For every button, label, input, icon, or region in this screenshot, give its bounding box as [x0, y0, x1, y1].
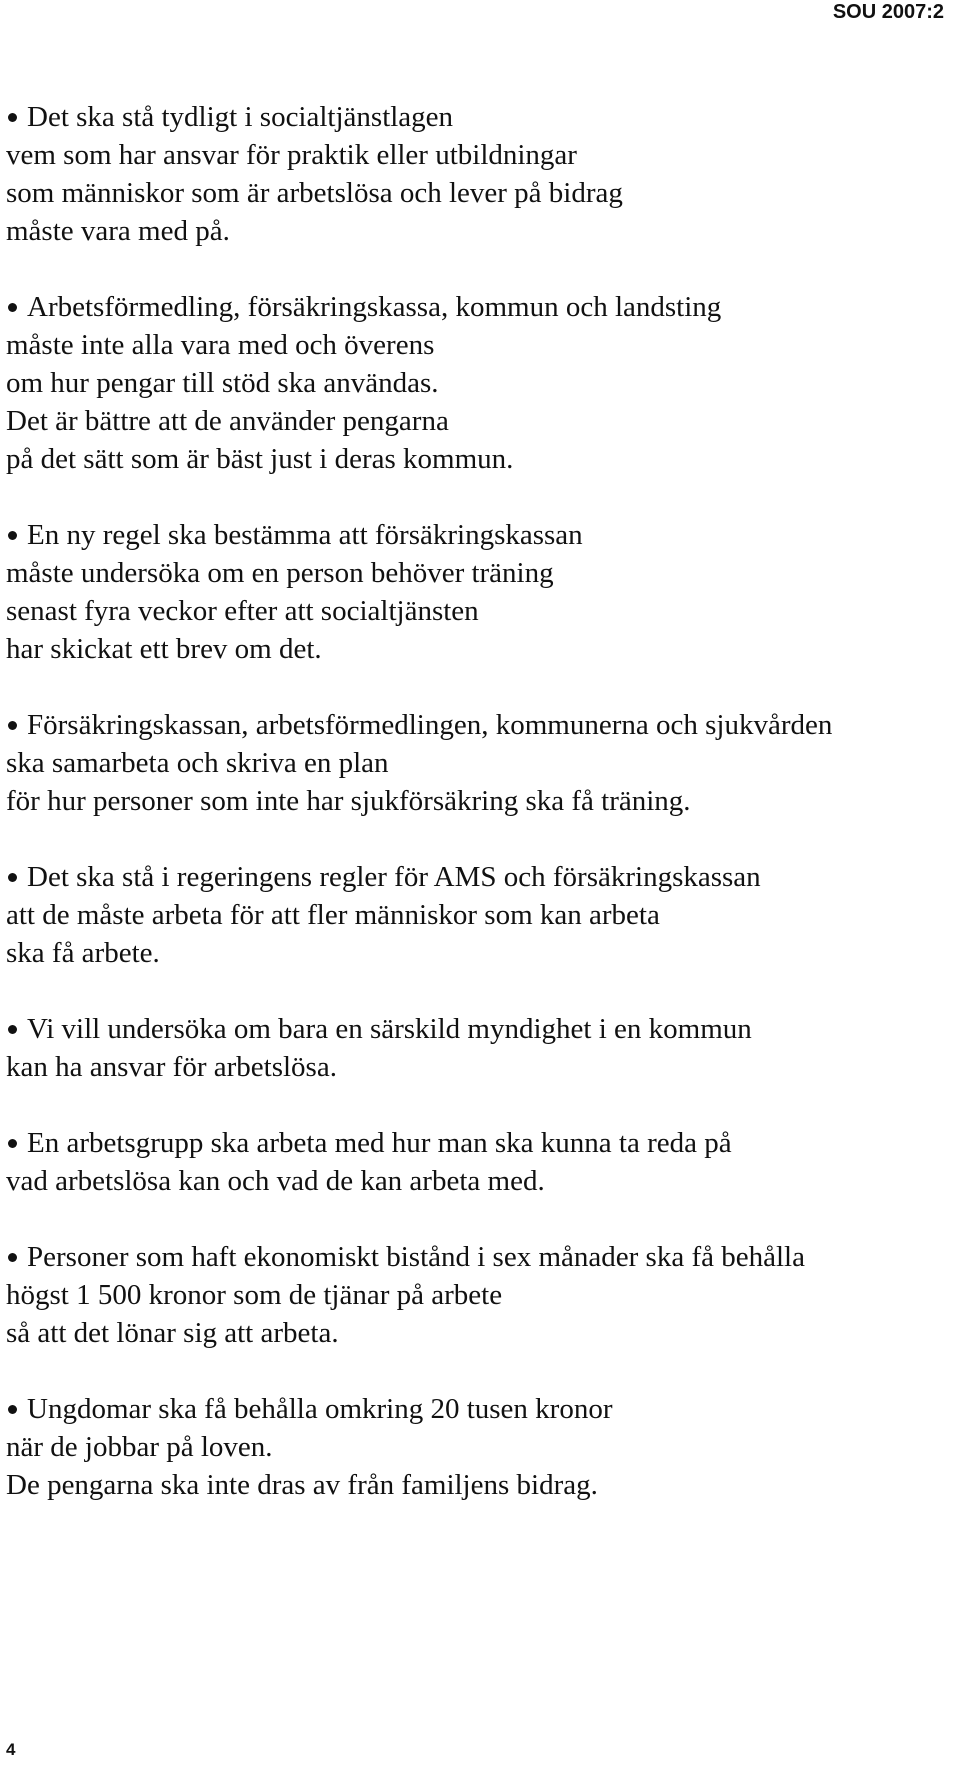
bullet-icon [8, 1405, 17, 1414]
list-item-line: har skickat ett brev om det. [6, 633, 322, 665]
list-item [6, 516, 956, 668]
bullet-icon [8, 721, 17, 730]
list-item-line: kan ha ansvar för arbetslösa. [6, 1051, 337, 1083]
list-item-line: Arbetsförmedling, försäkringskassa, kommun och landsting [6, 288, 956, 326]
list-item-line: ska få arbete. [6, 937, 160, 969]
list-item [6, 858, 956, 972]
list-item-line: senast fyra veckor efter att socialtjänsten [6, 595, 479, 627]
list-item [6, 1124, 956, 1200]
list-item [6, 98, 956, 250]
list-item-line: En ny regel ska bestämma att försäkringskassan [6, 516, 956, 554]
list-item-line: måste vara med på. [6, 215, 230, 247]
list-item [6, 1238, 956, 1352]
list-item-line: Det är bättre att de använder pengarna [6, 405, 449, 437]
list-item-line: Ungdomar ska få behålla omkring 20 tusen kronor [6, 1390, 956, 1428]
page-number: 4 [6, 1740, 16, 1759]
list-item-line: vem som har ansvar för praktik eller utbildningar [6, 139, 577, 171]
bullet-icon [8, 1253, 17, 1262]
list-item-line: om hur pengar till stöd ska användas. [6, 367, 439, 399]
bullet-icon [8, 1025, 17, 1034]
list-item-line: på det sätt som är bäst just i deras kommun. [6, 443, 514, 475]
bullet-icon [8, 303, 17, 312]
list-item-line: vad arbetslösa kan och vad de kan arbeta med. [6, 1165, 545, 1197]
list-item-line: ska samarbeta och skriva en plan [6, 747, 389, 779]
bullet-icon [8, 531, 17, 540]
bullet-icon [8, 873, 17, 882]
bullet-icon [8, 1139, 17, 1148]
list-item-line: så att det lönar sig att arbeta. [6, 1317, 339, 1349]
list-item-line: Vi vill undersöka om bara en särskild myndighet i en kommun [6, 1010, 956, 1048]
list-item-line: De pengarna ska inte dras av från familjens bidrag. [6, 1469, 598, 1501]
list-item-line: högst 1 500 kronor som de tjänar på arbete [6, 1279, 503, 1311]
list-item-line: när de jobbar på loven. [6, 1431, 273, 1463]
bullet-icon [8, 113, 17, 122]
list-item [6, 1010, 956, 1086]
list-item-line: Det ska stå i regeringens regler för AMS och försäkringskassan [6, 858, 956, 896]
list-item-line: En arbetsgrupp ska arbeta med hur man ska kunna ta reda på [6, 1124, 956, 1162]
list-item-line: Det ska stå tydligt i socialtjänstlagen [6, 98, 956, 136]
list-item [6, 288, 956, 478]
list-item-line: Försäkringskassan, arbetsförmedlingen, kommunerna och sjukvården [6, 706, 956, 744]
list-item-line: som människor som är arbetslösa och lever på bidrag [6, 177, 623, 209]
list-item [6, 706, 956, 820]
list-item-line: att de måste arbeta för att fler människor som kan arbeta [6, 899, 660, 931]
document-reference: SOU 2007:2 [832, 1, 944, 23]
list-item-line: måste undersöka om en person behöver träning [6, 557, 554, 589]
list-item-line: för hur personer som inte har sjukförsäkring ska få träning. [6, 785, 691, 817]
list-item-line: måste inte alla vara med och överens [6, 329, 435, 361]
list-item-line: Personer som haft ekonomiskt bistånd i sex månader ska få behålla [6, 1238, 956, 1276]
bullet-list [6, 98, 956, 1504]
list-item [6, 1390, 956, 1504]
